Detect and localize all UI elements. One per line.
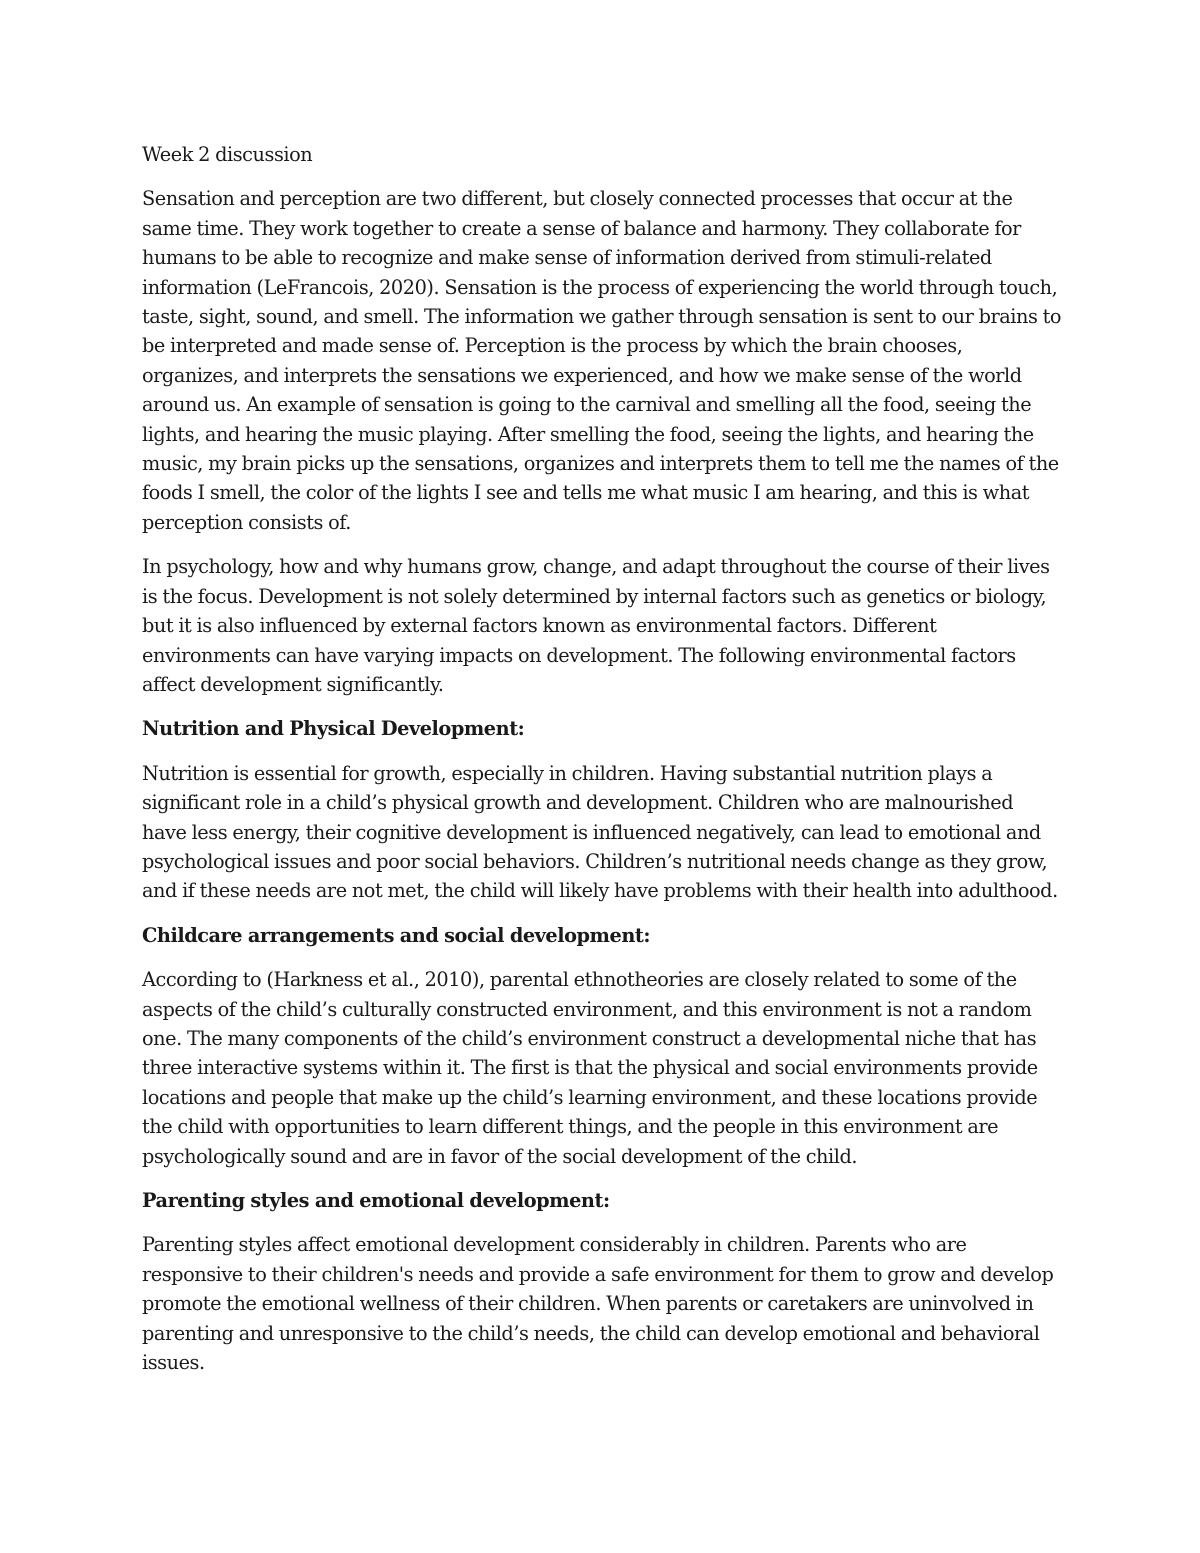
document-title: Week 2 discussion xyxy=(142,143,313,166)
heading-nutrition: Nutrition and Physical Development: xyxy=(142,717,525,741)
document-body xyxy=(142,140,1062,1392)
heading-parenting: Parenting styles and emotional development: xyxy=(142,1189,610,1212)
paragraph-sensation-perception: Sensation and perception are two different, but closely connected processes that occur at the same time. They work together to create a sense of balance and harmony. They collaborate for humans to be able to recognize and make sense of information derived from stimuli-related information (LeFrancois, 2020). Sensation is the process of experiencing the world through touch, taste, sight, sound, and smell. The information we gather through sensation is sent to our brains to be interpreted and made sense of. Perception is the process by which the brain chooses, organizes, and interprets the sensations we experienced, and how we make sense of the world around us. An example of sensation is going to the carnival and smelling all the food, seeing the lights, and hearing the music playing. After smelling the food, seeing the lights, and hearing the music, my brain picks up the sensations, organizes and interprets them to tell me the names of the foods I smell, the color of the lights I see and tells me what music I am hearing, and this is what perception consists of. xyxy=(142,187,1062,534)
paragraph-parenting: Parenting styles affect emotional development considerably in children. Parents who are responsive to their children's needs and provide a safe environment for them to grow and develop promote the emotional wellness of their children. When parents or caretakers are uninvolved in parenting and unresponsive to the child’s needs, the child can develop emotional and behavioral issues. xyxy=(142,1233,1054,1375)
paragraph-environmental-factors: In psychology, how and why humans grow, change, and adapt throughout the course of their lives is the focus. Development is not solely determined by internal factors such as genetics or biology, but it is also influenced by external factors known as environmental factors. Different environments can have varying impacts on development. The following environmental factors affect development significantly. xyxy=(142,555,1050,696)
paragraph-nutrition: Nutrition is essential for growth, especially in children. Having substantial nutrition plays a significant role in a child’s physical growth and development. Children who are malnourished have less energy, their cognitive development is influenced negatively, can lead to emotional and psychological issues and poor social behaviors. Children’s nutritional needs change as they grow, and if these needs are not met, the child will likely have problems with their health into adulthood. xyxy=(142,761,1058,903)
paragraph-childcare: According to (Harkness et al., 2010), parental ethnotheories are closely related to some of the aspects of the child’s culturally constructed environment, and this environment is not a random one. The many components of the child’s environment construct a developmental niche that has three interactive systems within it. The first is that the physical and social environments provide locations and people that make up the child’s learning environment, and these locations provide the child with opportunities to learn different things, and the people in this environment are psychologically sound and are in favor of the social development of the child. xyxy=(142,968,1038,1168)
heading-childcare: Childcare arrangements and social development: xyxy=(142,923,651,947)
